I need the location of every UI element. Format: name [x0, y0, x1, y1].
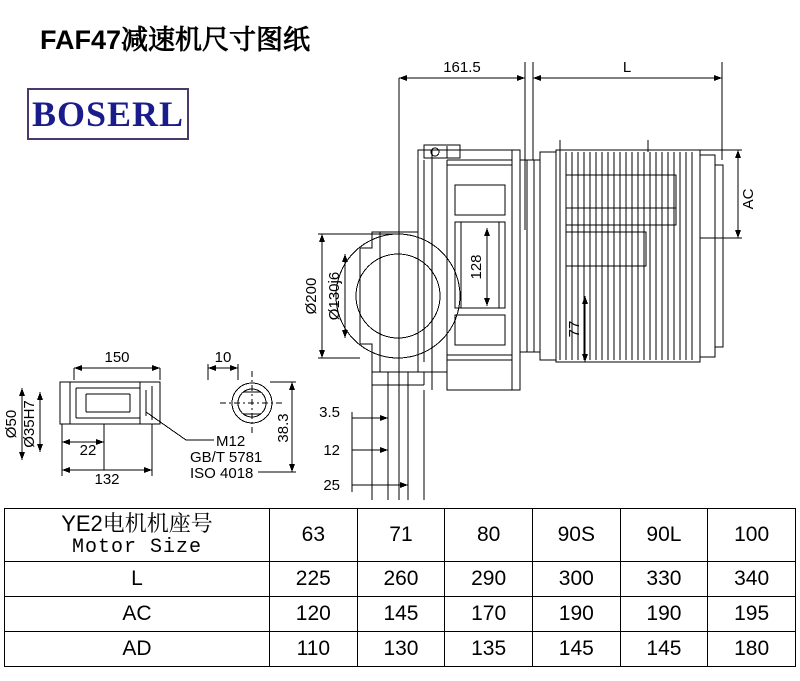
specification-table — [4, 508, 796, 667]
note-m12: M12 — [216, 433, 246, 450]
row-label: L — [5, 562, 270, 597]
note-gbt-5781: GB/T 5781 — [190, 449, 263, 466]
table-header-cell: 100 — [708, 509, 796, 562]
table-row — [5, 632, 796, 667]
table-cell: 180 — [708, 632, 796, 667]
table-cell: 170 — [445, 597, 533, 632]
row-label: AD — [5, 632, 270, 667]
dim-128: 128 — [468, 254, 485, 280]
table-cell: 135 — [445, 632, 533, 667]
table-cell: 145 — [620, 632, 708, 667]
table-cell: 195 — [708, 597, 796, 632]
table-cell: 330 — [620, 562, 708, 597]
table-header-label-cn: YE2电机机座号 — [61, 511, 213, 536]
table-cell: 190 — [532, 597, 620, 632]
dim-161-5: 161.5 — [443, 59, 481, 76]
dim-AC: AC — [740, 188, 757, 210]
table-row — [5, 597, 796, 632]
dim-38-3: 38.3 — [275, 413, 292, 443]
dim-25: 25 — [323, 477, 340, 494]
table-cell: 190 — [620, 597, 708, 632]
table-header-cell: 71 — [357, 509, 445, 562]
table-row — [5, 562, 796, 597]
table-header-cell: 80 — [445, 509, 533, 562]
dim-dia-130-j6: Ø130j6 — [326, 271, 343, 321]
dim-dia-50: Ø50 — [3, 409, 20, 439]
dim-10: 10 — [214, 349, 232, 366]
dim-150: 150 — [104, 349, 130, 366]
table-cell: 290 — [445, 562, 533, 597]
dim-dia-200: Ø200 — [303, 277, 320, 315]
table-cell: 145 — [357, 597, 445, 632]
dim-L: L — [622, 59, 632, 76]
table-header-row — [5, 509, 796, 562]
table-cell: 225 — [270, 562, 358, 597]
logo-text: BOSERL — [31, 94, 185, 134]
table-header-cell: 90L — [620, 509, 708, 562]
table-header-cell: 90S — [532, 509, 620, 562]
page-title: FAF47减速机尺寸图纸 — [40, 25, 311, 55]
dim-12: 12 — [323, 442, 340, 459]
table-cell: 130 — [357, 632, 445, 667]
row-label: AC — [5, 597, 270, 632]
table-cell: 300 — [532, 562, 620, 597]
dim-22: 22 — [79, 442, 97, 459]
table-cell: 120 — [270, 597, 358, 632]
dim-132: 132 — [94, 471, 120, 488]
table-cell: 340 — [708, 562, 796, 597]
dim-3-5: 3.5 — [319, 404, 340, 421]
table-header-label-en: Motor Size — [71, 536, 203, 560]
table-cell: 260 — [357, 562, 445, 597]
table-header-cell: 63 — [270, 509, 358, 562]
table-header-label — [5, 509, 270, 562]
table-cell: 110 — [270, 632, 358, 667]
table-cell: 145 — [532, 632, 620, 667]
dim-77: 77 — [566, 320, 583, 338]
dim-dia-35-h7: Ø35H7 — [21, 400, 38, 448]
note-iso-4018: ISO 4018 — [190, 465, 254, 482]
